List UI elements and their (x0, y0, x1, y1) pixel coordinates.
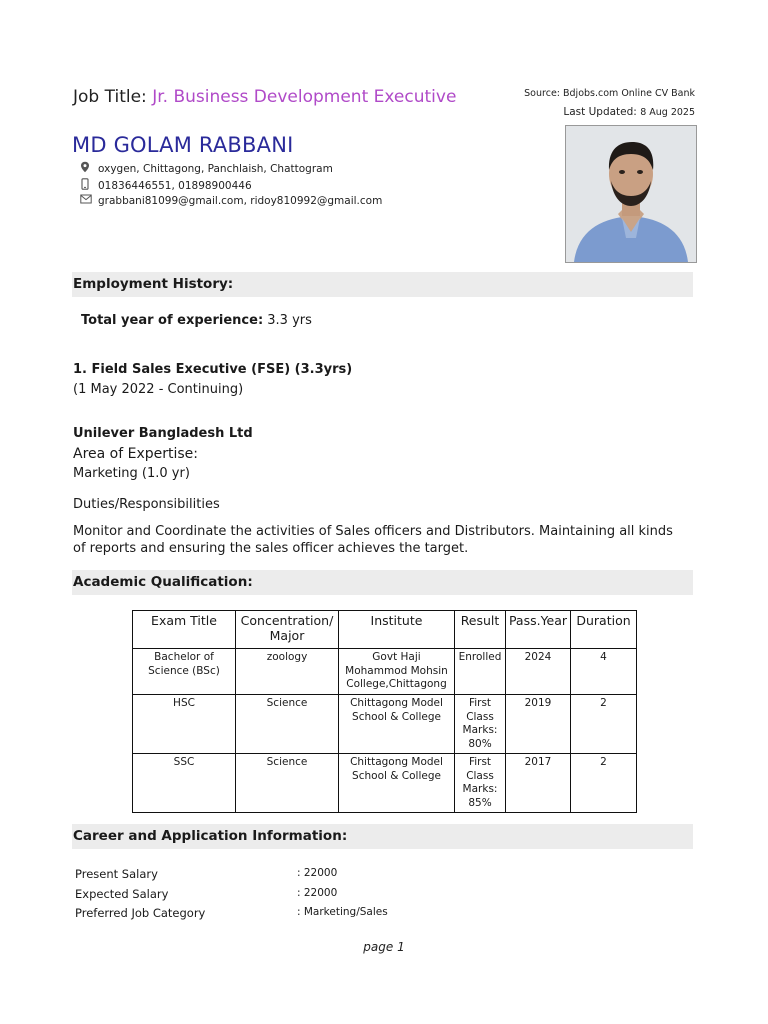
table-row (133, 754, 637, 813)
table-cell: First Class Marks: 80% (455, 695, 506, 754)
table-cell: Science (236, 695, 339, 754)
profile-photo (565, 125, 697, 263)
table-cell: zoology (236, 649, 339, 695)
column-header: Exam Title (133, 611, 236, 649)
envelope-icon (80, 194, 94, 207)
academic-qualification-heading: Academic Qualification: (72, 570, 693, 595)
table-cell: 2017 (506, 754, 571, 813)
company-name: Unilever Bangladesh Ltd (73, 426, 253, 441)
table-cell: 2024 (506, 649, 571, 695)
last-updated-value: 8 Aug 2025 (640, 107, 695, 118)
academic-table (132, 610, 637, 813)
expertise-value: Marketing (1.0 yr) (73, 466, 190, 481)
last-updated-label: Last Updated: (563, 106, 637, 118)
total-experience-value: 3.3 yrs (267, 313, 312, 328)
last-updated (563, 106, 695, 118)
table-cell: First Class Marks: 85% (455, 754, 506, 813)
career-information-heading: Career and Application Information: (72, 824, 693, 849)
job-period: (1 May 2022 - Continuing) (73, 382, 244, 397)
duties-label: Duties/Responsibilities (73, 497, 220, 512)
expected-salary-label: Expected Salary (75, 887, 169, 901)
table-header-row (133, 611, 637, 649)
table-cell: HSC (133, 695, 236, 754)
present-salary-value: : 22000 (297, 867, 338, 879)
table-cell: 2019 (506, 695, 571, 754)
profile-photo-image (566, 126, 696, 262)
column-header: Duration (571, 611, 637, 649)
table-cell: Enrolled (455, 649, 506, 695)
expertise-label: Area of Expertise: (73, 446, 199, 462)
phone-icon (80, 178, 94, 193)
table-cell: Science (236, 754, 339, 813)
address-text: oxygen, Chittagong, Panchlaish, Chattogram (98, 162, 333, 175)
job-title-label: Job Title: (73, 87, 147, 107)
job-position: 1. Field Sales Executive (FSE) (3.3yrs) (73, 362, 353, 377)
column-header: Pass.Year (506, 611, 571, 649)
table-row (133, 649, 637, 695)
location-pin-icon (80, 161, 94, 176)
phone-line (80, 178, 252, 193)
table-row (133, 695, 637, 754)
table-cell: Chittagong Model School & College (339, 695, 455, 754)
table-cell: SSC (133, 754, 236, 813)
column-header: Concentration/ Major (236, 611, 339, 649)
table-cell: Chittagong Model School & College (339, 754, 455, 813)
duties-text: Monitor and Coordinate the activities of Sales officers and Distributors. Maintaining all kinds of reports and ensuring the sales officer achieves the target. (73, 524, 673, 556)
job-title-line (73, 87, 456, 107)
table-cell: Govt Haji Mohammod Mohsin College,Chittagong (339, 649, 455, 695)
preferred-job-category-value: : Marketing/Sales (297, 906, 388, 918)
total-experience (81, 313, 312, 328)
column-header: Result (455, 611, 506, 649)
email-text: grabbani81099@gmail.com, ridoy810992@gmail.com (98, 194, 383, 207)
total-experience-label: Total year of experience: (81, 313, 264, 328)
preferred-job-category-label: Preferred Job Category (75, 906, 206, 920)
table-cell: 2 (571, 754, 637, 813)
address-line (80, 161, 333, 176)
page-number: page 1 (363, 940, 405, 954)
candidate-name: MD GOLAM RABBANI (72, 133, 294, 157)
job-title-value: Jr. Business Development Executive (152, 87, 457, 107)
table-cell: 4 (571, 649, 637, 695)
email-line (80, 194, 382, 207)
expected-salary-value: : 22000 (297, 887, 338, 899)
present-salary-label: Present Salary (75, 867, 158, 881)
employment-history-heading: Employment History: (72, 272, 693, 297)
table-cell: 2 (571, 695, 637, 754)
phone-text: 01836446551, 01898900446 (98, 179, 252, 192)
table-cell: Bachelor of Science (BSc) (133, 649, 236, 695)
column-header: Institute (339, 611, 455, 649)
source-text: Source: Bdjobs.com Online CV Bank (524, 88, 695, 99)
